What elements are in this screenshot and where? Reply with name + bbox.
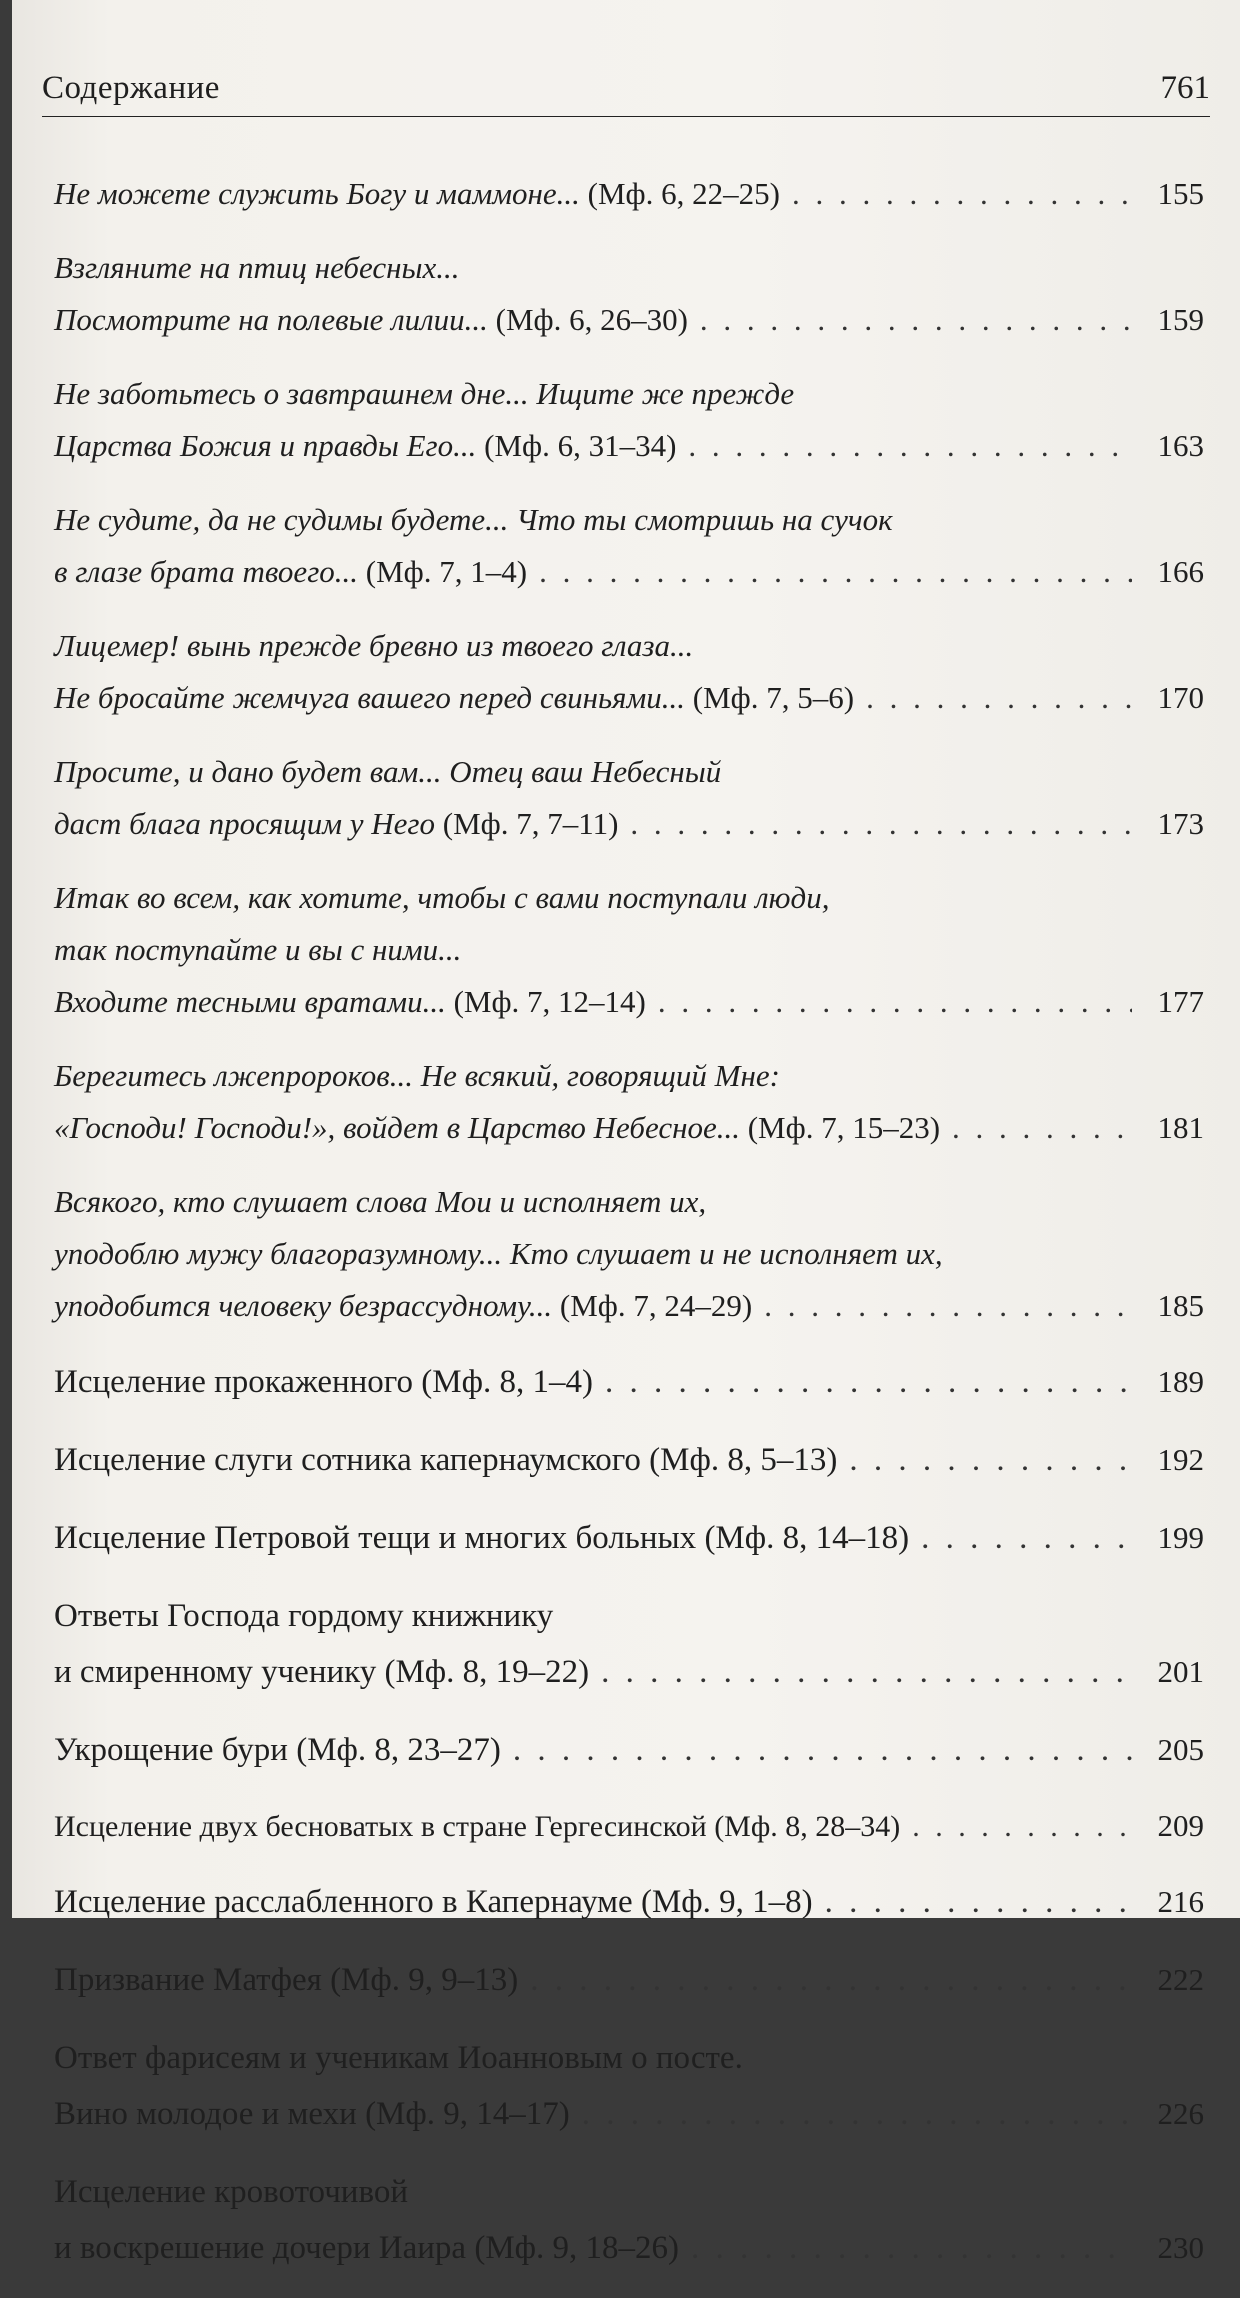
dot-leader — [658, 976, 1132, 1028]
toc-entry-final-line — [54, 1432, 1204, 1488]
table-of-contents — [54, 168, 1204, 2298]
toc-entry — [54, 620, 1204, 724]
dot-leader — [792, 168, 1132, 220]
toc-entry-page: 209 — [1157, 1808, 1204, 1843]
toc-entry — [54, 1176, 1204, 1332]
toc-entry-title: Вино молодое и мехи — [54, 2096, 357, 2132]
toc-entry-page: 189 — [1157, 1364, 1204, 1399]
toc-entry-reference: (Мф. 8, 1–4) — [421, 1364, 593, 1400]
toc-entry — [54, 1800, 1204, 1852]
toc-entry-reference: (Мф. 9, 9–13) — [330, 1962, 519, 1998]
toc-entry — [54, 368, 1204, 472]
dot-leader — [764, 1280, 1132, 1332]
toc-entry-line: так поступайте и вы с ними... — [54, 932, 462, 967]
toc-entry-final-line — [54, 1952, 1204, 2008]
toc-entry-final-line — [54, 1280, 1204, 1332]
header-rule — [42, 116, 1210, 117]
toc-entry-reference: (Мф. 9, 14–17) — [365, 2096, 570, 2132]
toc-entry-final-line — [54, 798, 1204, 850]
toc-entry — [54, 1050, 1204, 1154]
toc-entry-page: 166 — [1157, 554, 1204, 589]
toc-entry — [54, 494, 1204, 598]
toc-entry-reference: (Мф. 8, 5–13) — [649, 1442, 838, 1478]
toc-entry-page: 230 — [1157, 2230, 1204, 2265]
toc-entry — [54, 2030, 1204, 2142]
toc-entry-page: 222 — [1157, 1962, 1204, 1997]
toc-entry-reference: (Мф. 7, 12–14) — [453, 984, 646, 1019]
toc-entry — [54, 168, 1204, 220]
toc-entry-line: Лицемер! вынь прежде бревно из твоего глаза... — [54, 628, 694, 663]
toc-entry-final-line — [54, 168, 1204, 220]
toc-entry — [54, 746, 1204, 850]
toc-entry-page: 163 — [1157, 428, 1204, 463]
toc-entry-title: в глазе брата твоего... — [54, 554, 359, 589]
toc-entry — [54, 1952, 1204, 2008]
toc-entry-line: Ответы Господа гордому книжнику — [54, 1598, 554, 1634]
toc-entry-final-line — [54, 2220, 1204, 2276]
toc-entry-final-line — [54, 1102, 1204, 1154]
dot-leader — [952, 1102, 1132, 1154]
toc-entry-title: Не бросайте жемчуга вашего перед свиньями... — [54, 680, 686, 715]
toc-entry-page: 216 — [1157, 1884, 1204, 1919]
toc-entry-title: даст блага просящим у Него — [54, 806, 435, 841]
toc-entry-final-line — [54, 1644, 1204, 1700]
toc-entry-page: 159 — [1157, 302, 1204, 337]
toc-entry — [54, 1432, 1204, 1488]
toc-entry — [54, 1874, 1204, 1930]
toc-entry-line: Исцеление кровоточивой — [54, 2174, 408, 2210]
toc-entry — [54, 872, 1204, 1028]
toc-entry-reference: (Мф. 9, 1–8) — [640, 1884, 813, 1920]
dot-leader — [849, 1432, 1132, 1488]
toc-entry-final-line — [54, 672, 1204, 724]
toc-entry-title: Не можете служить Богу и маммоне... — [54, 176, 580, 211]
toc-entry-title: уподобится человеку безрассудному... — [54, 1288, 553, 1323]
toc-entry — [54, 1354, 1204, 1410]
toc-entry-reference: (Мф. 6, 22–25) — [587, 176, 780, 211]
dot-leader — [921, 1510, 1132, 1566]
toc-entry — [54, 242, 1204, 346]
toc-entry-line: уподоблю мужу благоразумному... Кто слушает и не исполняет их, — [54, 1236, 943, 1271]
toc-entry-line: Итак во всем, как хотите, чтобы с вами поступали люди, — [54, 880, 830, 915]
toc-entry-page: 155 — [1157, 176, 1204, 211]
toc-entry-final-line — [54, 1722, 1204, 1778]
book-page — [12, 0, 1240, 2266]
toc-entry-reference: (Мф. 7, 15–23) — [747, 1110, 941, 1145]
toc-entry-title: Исцеление слуги сотника капернаумского — [54, 1442, 641, 1478]
toc-entry-title: Исцеление двух бесноватых в стране Гергесинской — [54, 1810, 707, 1843]
toc-entry-page: 201 — [1157, 1654, 1204, 1689]
toc-entry-reference: (Мф. 8, 19–22) — [384, 1654, 590, 1690]
toc-entry-page: 170 — [1157, 680, 1204, 715]
toc-entry-reference: (Мф. 6, 26–30) — [495, 302, 688, 337]
dot-leader — [700, 294, 1132, 346]
toc-entry-final-line — [54, 976, 1204, 1028]
toc-entry-page: 226 — [1157, 2096, 1204, 2131]
dot-leader — [513, 1722, 1132, 1778]
toc-entry — [54, 2164, 1204, 2276]
toc-entry-line: Берегитесь лжепророков... Не всякий, говорящий Мне: — [54, 1058, 780, 1093]
toc-entry — [54, 1510, 1204, 1566]
toc-entry-line: Ответ фарисеям и ученикам Иоанновым о посте. — [54, 2040, 743, 2076]
dot-leader — [688, 420, 1132, 472]
toc-entry-title: Призвание Матфея — [54, 1962, 322, 1998]
toc-entry-line: Не судите, да не судимы будете... Что ты смотришь на сучок — [54, 502, 893, 537]
toc-entry-title: Укрощение бури — [54, 1732, 288, 1768]
toc-entry — [54, 1722, 1204, 1778]
toc-entry-page: 181 — [1157, 1110, 1204, 1145]
dot-leader — [601, 1644, 1132, 1700]
toc-entry-final-line — [54, 294, 1204, 346]
toc-entry-reference: (Мф. 7, 7–11) — [442, 806, 619, 841]
toc-entry-title: Исцеление Петровой тещи и многих больных — [54, 1520, 697, 1556]
toc-entry-title: и воскрешение дочери Иаира — [54, 2230, 467, 2266]
toc-entry-page: 199 — [1157, 1520, 1204, 1555]
toc-entry-title: Царства Божия и правды Его... — [54, 428, 477, 463]
toc-entry-title: Входите тесными вратами... — [54, 984, 446, 1019]
dot-leader — [825, 1874, 1132, 1930]
running-header — [42, 70, 1210, 120]
dot-leader — [539, 546, 1132, 598]
dot-leader — [530, 1952, 1132, 2008]
toc-entry-page: 205 — [1157, 1732, 1204, 1767]
dot-leader — [630, 798, 1132, 850]
dot-leader — [582, 2086, 1132, 2142]
toc-entry-page: 173 — [1157, 806, 1204, 841]
toc-entry — [54, 1588, 1204, 1700]
toc-entry-reference: (Мф. 8, 14–18) — [704, 1520, 910, 1556]
toc-entry-title: Исцеление прокаженного — [54, 1364, 414, 1400]
toc-entry-page: 177 — [1157, 984, 1204, 1019]
toc-entry-final-line — [54, 1874, 1204, 1930]
running-head-title: Содержание — [42, 70, 220, 106]
toc-entry-reference: (Мф. 9, 18–26) — [474, 2230, 680, 2266]
toc-entry-final-line — [54, 420, 1204, 472]
toc-entry-title: «Господи! Господи!», войдет в Царство Небесное... — [54, 1110, 740, 1145]
toc-entry-title: и смиренному ученику — [54, 1654, 377, 1690]
toc-entry-reference: (Мф. 7, 1–4) — [365, 554, 528, 589]
toc-entry-reference: (Мф. 7, 5–6) — [692, 680, 855, 715]
toc-entry-line: Взгляните на птиц небесных... — [54, 250, 460, 285]
toc-entry-reference: (Мф. 8, 28–34) — [714, 1810, 901, 1843]
dot-leader — [866, 672, 1132, 724]
toc-entry-line: Просите, и дано будет вам... Отец ваш Небесный — [54, 754, 722, 789]
toc-entry-line: Не заботьтесь о завтрашнем дне... Ищите же прежде — [54, 376, 795, 411]
toc-entry-reference: (Мф. 7, 24–29) — [559, 1288, 753, 1323]
dot-leader — [912, 1801, 1132, 1853]
toc-entry-reference: (Мф. 8, 23–27) — [296, 1732, 501, 1768]
toc-entry-line: Всякого, кто слушает слова Мои и исполняет их, — [54, 1184, 707, 1219]
toc-entry-final-line — [54, 1510, 1204, 1566]
toc-entry-final-line — [54, 546, 1204, 598]
toc-entry-reference: (Мф. 6, 31–34) — [484, 428, 677, 463]
toc-entry-title: Посмотрите на полевые лилии... — [54, 302, 488, 337]
toc-entry-final-line — [54, 1800, 1204, 1852]
page-number: 761 — [1160, 70, 1210, 106]
toc-entry-page: 185 — [1157, 1288, 1204, 1323]
dot-leader — [605, 1354, 1132, 1410]
toc-entry-page: 192 — [1157, 1442, 1204, 1477]
dot-leader — [691, 2220, 1132, 2276]
toc-entry-title: Исцеление расслабленного в Капернауме — [54, 1884, 633, 1920]
toc-entry-final-line — [54, 1354, 1204, 1410]
toc-entry-final-line — [54, 2086, 1204, 2142]
